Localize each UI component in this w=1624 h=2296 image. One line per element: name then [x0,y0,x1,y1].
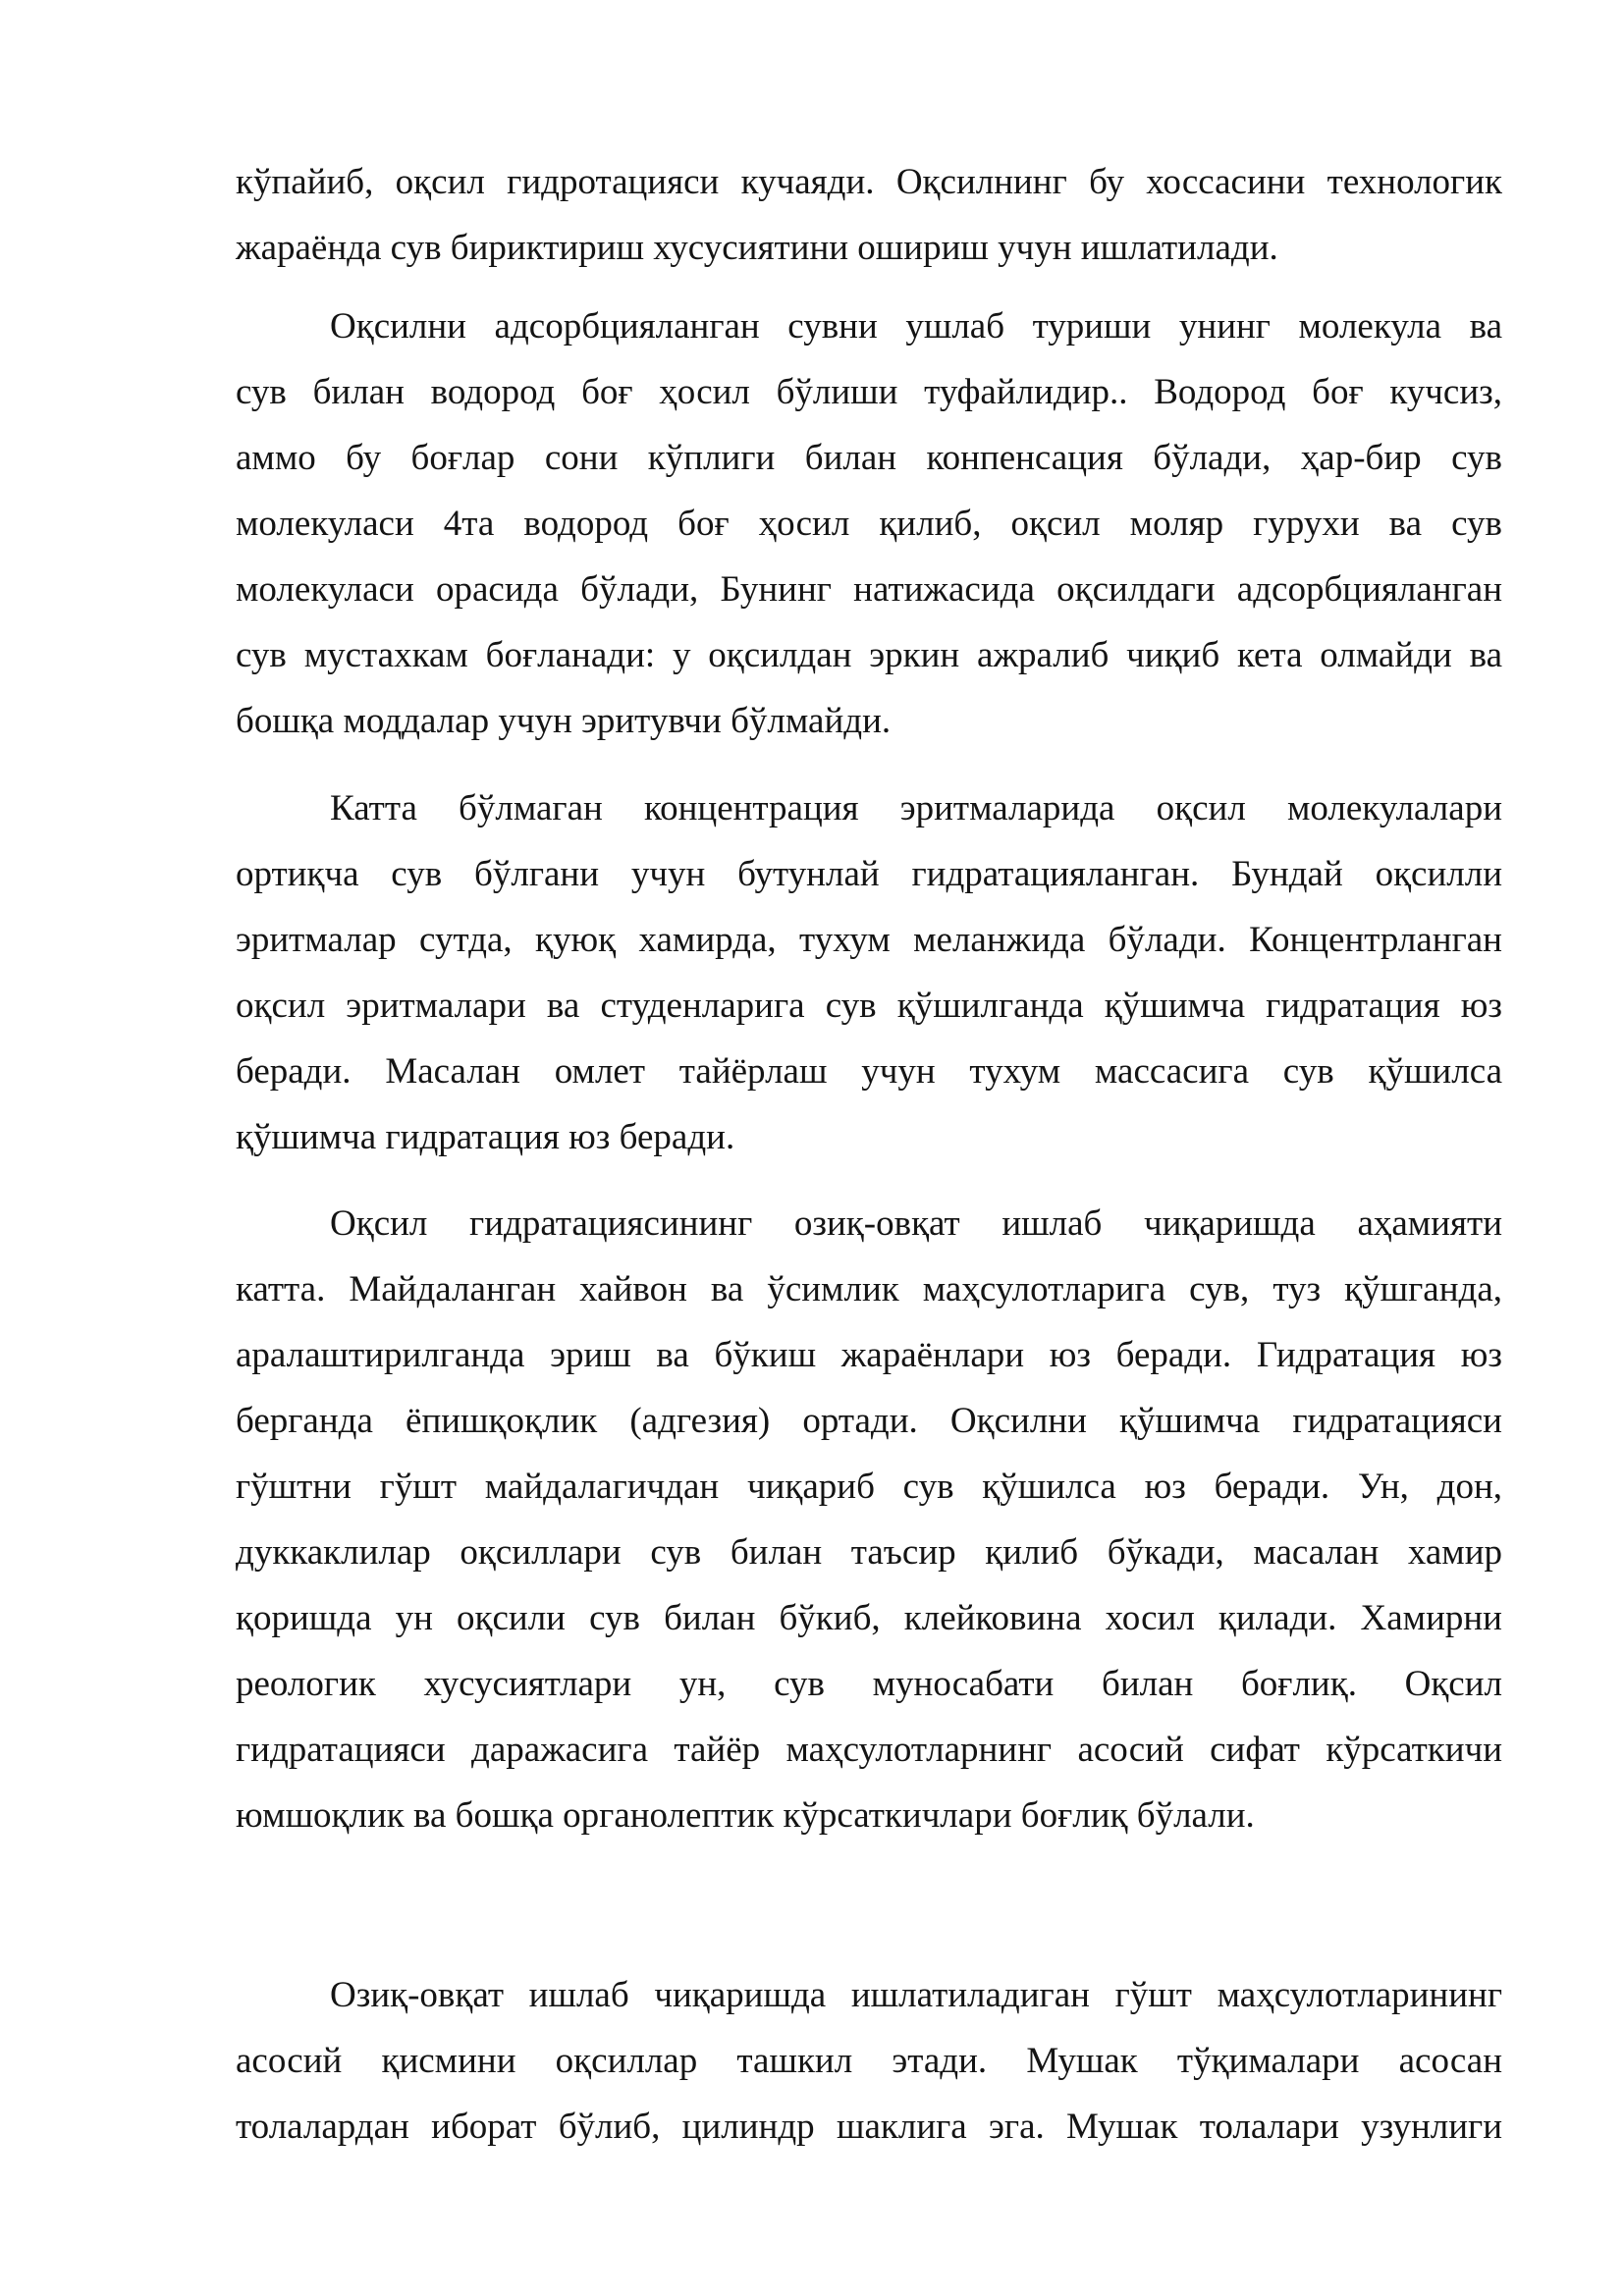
paragraph-4-line-4: берганда ёпишқоқлик (адгезия) ортади. Оқсилни қўшимча гидратацияси [236,1401,1502,1441]
paragraph-2-line-3: аммо бу боғлар сони кўплиги билан конпенсация бўлади, ҳар-бир сув [236,438,1502,478]
paragraph-1-line-2: жараёнда сув бириктириш хусусиятини ошириш учун ишлатилади. [236,228,1278,268]
paragraph-4-line-9: гидратацияси даражасига тайёр маҳсулотларнинг асосий сифат кўрсаткичи [236,1730,1502,1770]
paragraph-1-line-1: кўпайиб, оқсил гидротацияси кучаяди. Оқсилнинг бу хоссасини технологик [236,162,1502,202]
paragraph-5-line-2: асосий қисмини оқсиллар ташкил этади. Мушак тўқималари асосан [236,2041,1502,2081]
paragraph-2-line-7: бошқа моддалар учун эритувчи бўлмайди. [236,701,892,741]
paragraph-3-line-3: эритмалар сутда, қуюқ хамирда, тухум меланжида бўлади. Концентрланган [236,920,1502,960]
paragraph-4-line-1: Оқсил гидратациясининг озиқ-овқат ишлаб чиқаришда аҳамияти [330,1203,1502,1244]
paragraph-2-line-4: молекуласи 4та водород боғ ҳосил қилиб, оқсил моляр гурухи ва сув [236,504,1502,544]
paragraph-5 [236,1962,1502,2160]
paragraph-3-line-4: оқсил эритмалари ва студенларига сув қўшилганда қўшимча гидратация юз [236,986,1502,1026]
paragraph-3 [236,775,1502,1170]
paragraph-4-line-10: юмшоқлик ва бошқа органолептик кўрсаткичлари боғлиқ бўлали. [236,1795,1255,1836]
paragraph-2-line-1: Оқсилни адсорбцияланган сувни ушлаб туриши унинг молекула ва [330,306,1502,347]
paragraph-3-line-5: беради. Масалан омлет тайёрлаш учун тухум массасига сув қўшилса [236,1051,1502,1092]
paragraph-4-line-5: гўштни гўшт майдалагичдан чиқариб сув қўшилса юз беради. Ун, дон, [236,1467,1502,1507]
paragraph-2-line-5: молекуласи орасида бўлади, Бунинг натижасида оқсилдаги адсорбцияланган [236,569,1502,610]
paragraph-2-line-6: сув мустахкам боғланади: у оқсилдан эркин ажралиб чиқиб кета олмайди ва [236,635,1502,675]
paragraph-3-line-2: ортиқча сув бўлгани учун бутунлай гидратацияланган. Бундай оқсилли [236,854,1502,894]
paragraph-4-line-2: катта. Майдаланган хайвон ва ўсимлик маҳсулотларига сув, туз қўшганда, [236,1269,1502,1309]
paragraph-5-line-1: Озиқ-овқат ишлаб чиқаришда ишлатиладиган гўшт маҳсулотларининг [330,1975,1502,2015]
paragraph-4-line-7: қоришда ун оқсили сув билан бўкиб, клейковина хосил қилади. Хамирни [236,1598,1502,1638]
paragraph-4-line-8: реологик хусусиятлари ун, сув муносабати билан боғлиқ. Оқсил [236,1664,1502,1704]
paragraph-3-line-1: Катта бўлмаган концентрация эритмаларида оқсил молекулалари [330,788,1502,828]
paragraph-4 [236,1191,1502,1848]
paragraph-5-line-3: толалардан иборат бўлиб, цилиндр шаклига эга. Мушак толалари узунлиги [236,2107,1502,2147]
paragraph-2-line-2: сув билан водород боғ ҳосил бўлиши туфайлидир.. Водород боғ кучсиз, [236,372,1502,412]
paragraph-4-line-3: аралаштирилганда эриш ва бўкиш жараёнлари юз беради. Гидратация юз [236,1335,1502,1375]
paragraph-4-line-6: дуккаклилар оқсиллари сув билан таъсир қилиб бўкади, масалан хамир [236,1532,1502,1573]
paragraph-3-line-6: қўшимча гидратация юз беради. [236,1117,735,1157]
paragraph-2 [236,294,1502,754]
paragraph-1 [236,149,1502,281]
